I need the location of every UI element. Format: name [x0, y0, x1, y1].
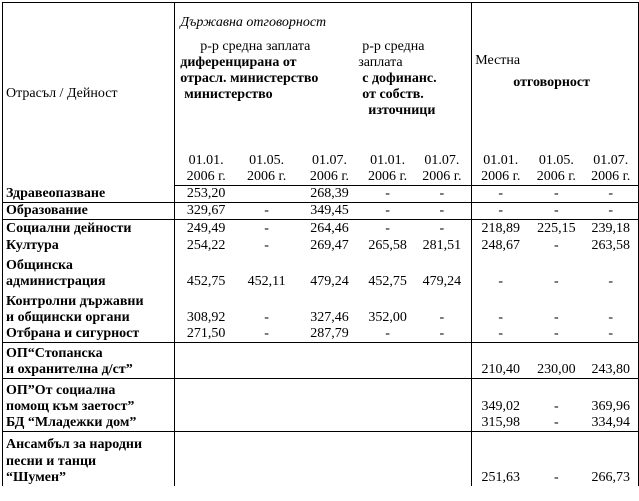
row-label: ОП“Стопанска и охранителна д/ст” — [3, 343, 175, 379]
state-responsibility-title: Държавна отговорност — [180, 15, 327, 30]
table-row: Социални дейности 249,49 - 264,46 - - 218,89 225,15 239,18 — [3, 220, 639, 237]
row-label: Ансамбъл за народни песни и танци “Шумен” — [3, 432, 175, 486]
sector-header-label: Отрасъл / Дейност — [6, 86, 118, 102]
row-label: БД “Младежки дом” — [3, 415, 175, 432]
table-row: ОП“Стопанска и охранителна д/ст” 210,40 230,00 243,80 — [3, 343, 639, 379]
row-label: Социални дейности — [3, 220, 175, 237]
table-row: Отбрана и сигурност 271,50 - 287,79 - - - - - — [3, 326, 639, 343]
row-label: Общинска администрация — [3, 254, 175, 290]
local-responsibility-line2: отговорност — [513, 75, 591, 91]
row-label: Култура — [3, 237, 175, 254]
row-label: Образование — [3, 203, 175, 220]
table-row: БД “Младежки дом” 315,98 - 334,94 — [3, 415, 639, 432]
state-cofinanced-header: р-р средна заплата с дофинанс. от собств. източници — [358, 39, 437, 119]
table-row: Култура 254,22 - 269,47 265,58 281,51 248,67 - 263,58 — [3, 237, 639, 254]
table-row: Образование 329,67 - 349,45 - - - - - — [3, 203, 639, 220]
row-label: Контролни държавни и общински органи — [3, 290, 175, 326]
row-label: Отбрана и сигурност — [3, 326, 175, 343]
local-responsibility-header — [472, 3, 639, 148]
sector-header — [3, 3, 175, 186]
local-responsibility-line1: Местна — [475, 53, 521, 68]
state-responsibility-header — [175, 3, 472, 148]
state-differentiated-header: р-р средна заплата диференцирана от отрасл. министерство министерство — [180, 39, 319, 103]
wages-table — [2, 2, 639, 486]
table-row: Здравеопазване 253,20 268,39 - - - - - — [3, 186, 639, 203]
table-row: Ансамбъл за народни песни и танци “Шумен” 251,63 - 266,73 — [3, 432, 639, 486]
table-row: Общинска администрация 452,75 452,11 479,24 452,75 479,24 - - - — [3, 254, 639, 290]
table-row: Контролни държавни и общински органи 308,92 - 327,46 352,00 - - - - — [3, 290, 639, 326]
row-label: Здравеопазване — [3, 186, 175, 203]
dates-row: 01.01. 2006 г. 01.05. 2006 г. 01.07. 2006 г. 01.01. 2006 г. 01.07. 2006 г. 01.01. 2006 г. 01.05. 2006 г. 01.07. 2006 г. — [3, 148, 639, 186]
row-label: ОП”От социална помощ към заетост” — [3, 379, 175, 415]
table-row: ОП”От социална помощ към заетост” 349,02 - 369,96 — [3, 379, 639, 415]
